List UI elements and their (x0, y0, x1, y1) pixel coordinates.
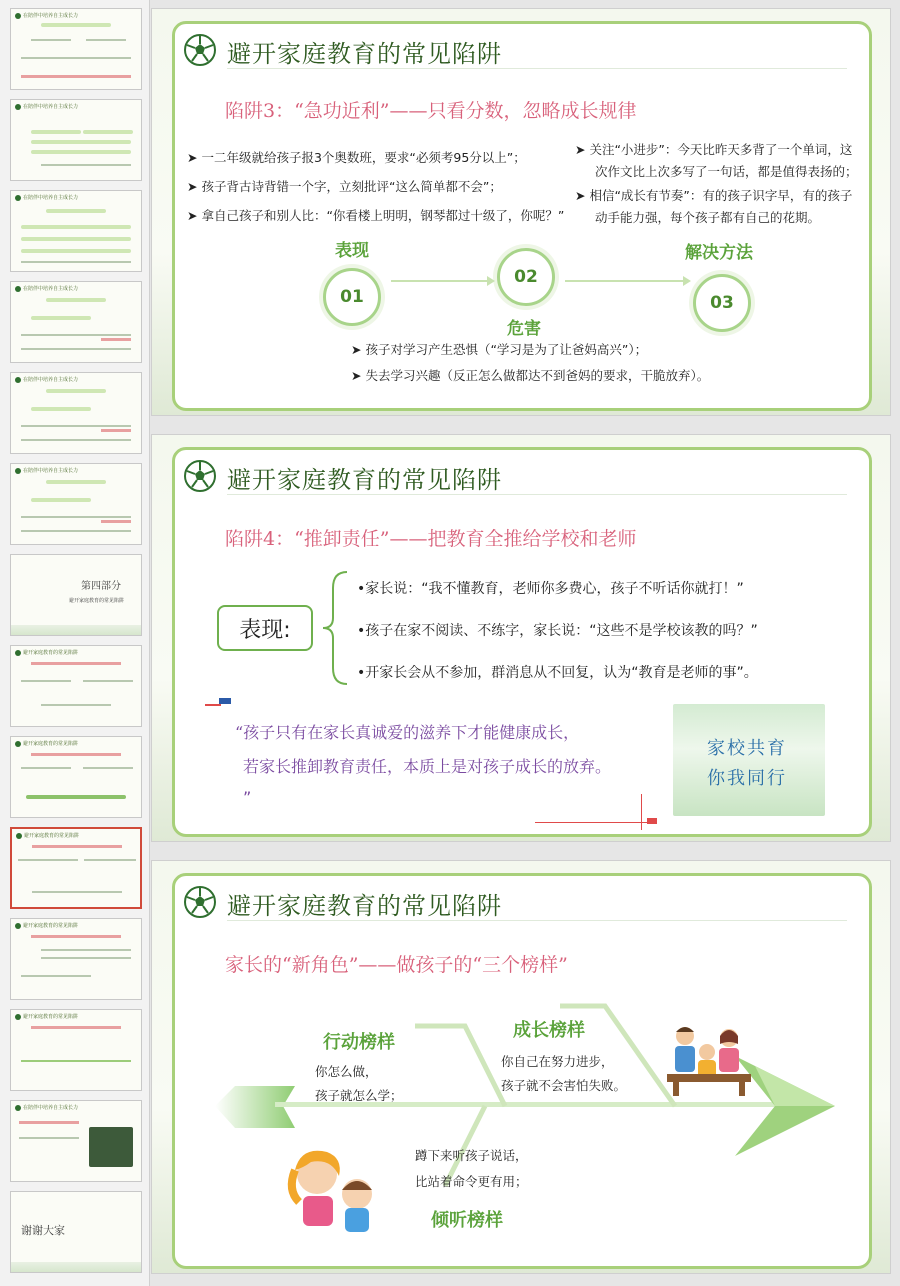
bullet-item: ➤ 拿自己孩子和别人比：“你看楼上明明，钢琴都过十级了，你呢？” (187, 208, 565, 223)
role-desc: 你自己在努力进步， (501, 1054, 614, 1069)
harm-item: ➤ 失去学习兴趣（反正怎么做都达不到爸妈的要求，干脆放弃）。 (351, 368, 710, 383)
slide-trap-3 (151, 8, 891, 416)
slide-thumbnail-14[interactable] (10, 1191, 142, 1273)
quote-end: ” (243, 788, 252, 807)
harm-item: ➤ 孩子对学习产生恐惧（“学习是为了让爸妈高兴”）； (351, 342, 648, 357)
slide-three-roles (151, 860, 891, 1274)
slide-title: 避开家庭教育的常见陷阱 (227, 40, 502, 68)
arrow-right-icon (487, 276, 495, 286)
slide-title: 避开家庭教育的常见陷阱 (227, 466, 502, 494)
role-desc: 蹲下来听孩子说话， (415, 1148, 528, 1163)
role-desc: 孩子就怎么学； (315, 1088, 403, 1103)
role-title-growth: 成长榜样 (513, 1020, 585, 1041)
chevron-right-icon: ➤ (351, 368, 366, 383)
soccer-ball-icon (15, 1105, 21, 1111)
slide-thumbnail-11[interactable] (10, 918, 142, 1000)
chevron-right-icon: ➤ (187, 179, 202, 194)
slide-thumbnail-3[interactable] (10, 190, 142, 272)
step-circle-03: 03 (693, 274, 751, 332)
bullet-item-continued: 次作文比上次多写了一句话，都是值得表扬的； (595, 164, 858, 179)
slide-subtitle: 家长的“新角色”——做孩子的“三个榜样” (225, 954, 568, 976)
thumbnail-title: 在陪伴中培养自主成长力 (23, 468, 79, 474)
thumbnail-title: 在陪伴中培养自主成长力 (23, 377, 79, 383)
bullet-item: ➤ 相信“成长有节奏”：有的孩子识字早，有的孩子 (575, 188, 853, 203)
thumbnail-title: 在陪伴中培养自主成长力 (23, 286, 79, 292)
slide-subtitle: 陷阱3：“急功近利”——只看分数，忽略成长规律 (225, 100, 637, 122)
behavior-box: 表现: (217, 605, 313, 651)
slide-thumbnail-7[interactable] (10, 554, 142, 636)
slide-card (172, 873, 872, 1269)
bullet-item-continued: 动手能力强，每个孩子都有自己的花期。 (595, 210, 821, 225)
role-desc: 你怎么做， (315, 1064, 378, 1079)
soccer-ball-icon (15, 195, 21, 201)
thumbnail-subtitle: 避开家庭教育的常见陷阱 (69, 598, 125, 604)
soccer-ball-icon (15, 741, 21, 747)
behavior-item: •孩子在家不阅读、不练字，家长说：“这些不是学校该教的吗？” (357, 623, 758, 639)
thumbnail-title: 谢谢大家 (21, 1224, 65, 1237)
thumbnail-title: 避开家庭教育的常见陷阱 (24, 833, 80, 839)
arrow-right-icon (683, 276, 691, 286)
soccer-ball-icon (183, 885, 217, 919)
label-biaoxian: 表现 (335, 241, 369, 261)
soccer-ball-icon (16, 833, 22, 839)
thumbnail-title: 在陪伴中培养自主成长力 (23, 104, 79, 110)
soccer-ball-icon (15, 13, 21, 19)
chevron-right-icon: ➤ (575, 142, 590, 157)
slide-trap-4 (151, 434, 891, 842)
thumbnail-title: 在陪伴中培养自主成长力 (23, 1105, 79, 1111)
chevron-right-icon: ➤ (351, 342, 366, 357)
slide-thumbnail-4[interactable] (10, 281, 142, 363)
soccer-ball-icon (183, 459, 217, 493)
label-jiejue: 解决方法 (685, 243, 753, 263)
thumbnail-title: 避开家庭教育的常见陷阱 (23, 1014, 79, 1020)
soccer-ball-icon (15, 1014, 21, 1020)
label-weihai: 危害 (507, 319, 541, 339)
thumbnail-title: 第四部分 (81, 581, 121, 592)
slide-thumbnail-8[interactable] (10, 645, 142, 727)
slide-card (172, 447, 872, 837)
painting-image (673, 704, 825, 816)
quote-line: 若家长推卸教育责任，本质上是对孩子成长的放弃。 (243, 757, 612, 776)
slide-subtitle: 陷阱4：“推卸责任”——把教育全推给学校和老师 (225, 528, 637, 550)
bullet-item: ➤ 关注“小进步”：今天比昨天多背了一个单词，这 (575, 142, 853, 157)
step-circle-01: 01 (323, 268, 381, 326)
thumbnail-title: 在陪伴中培养自主成长力 (23, 195, 79, 201)
soccer-ball-icon (15, 468, 21, 474)
painting-text: 你我同行 (707, 768, 787, 789)
thumbnail-title: 避开家庭教育的常见陷阱 (23, 650, 79, 656)
step-circle-02: 02 (497, 248, 555, 306)
soccer-ball-icon (15, 923, 21, 929)
bullet-item: ➤ 孩子背古诗背错一个字，立刻批评“这么简单都不会”； (187, 179, 502, 194)
connector-arrow (391, 280, 489, 282)
soccer-ball-icon (15, 650, 21, 656)
soccer-ball-icon (15, 377, 21, 383)
bullet-item: ➤ 一二年级就给孩子报3个奥数班，要求“必须考95分以上”； (187, 150, 526, 165)
slide-thumbnail-2[interactable] (10, 99, 142, 181)
thumbnail-title: 避开家庭教育的常见陷阱 (23, 923, 79, 929)
soccer-ball-icon (15, 286, 21, 292)
family-illustration (665, 1022, 753, 1098)
behavior-item: •家长说：“我不懂教育，老师你多费心，孩子不听话你就打！” (357, 581, 744, 597)
slide-thumbnail-13[interactable] (10, 1100, 142, 1182)
chevron-right-icon: ➤ (575, 188, 590, 203)
quote-line: “孩子只有在家长真诚爱的滋养下才能健康成长， (235, 723, 580, 742)
chevron-right-icon: ➤ (187, 208, 202, 223)
role-title-listen: 倾听榜样 (431, 1210, 503, 1231)
slide-thumbnail-5[interactable] (10, 372, 142, 454)
role-desc: 孩子就不会害怕失败。 (501, 1078, 627, 1093)
slide-thumbnail-12[interactable] (10, 1009, 142, 1091)
slide-thumbnail-10[interactable] (10, 827, 142, 909)
painting-text: 家校共育 (707, 738, 787, 759)
slide-title: 避开家庭教育的常见陷阱 (227, 892, 502, 920)
role-desc: 比站着命令更有用； (415, 1174, 528, 1189)
thumbnail-title: 在陪伴中培养自主成长力 (23, 13, 79, 19)
slide-card (172, 21, 872, 411)
thumbnail-title: 避开家庭教育的常见陷阱 (23, 741, 79, 747)
chevron-right-icon: ➤ (187, 150, 202, 165)
slide-thumbnail-6[interactable] (10, 463, 142, 545)
mother-child-illustration (281, 1144, 391, 1236)
slide-thumbnail-1[interactable] (10, 8, 142, 90)
connector-arrow (565, 280, 685, 282)
behavior-item: •开家长会从不参加，群消息从不回复，认为“教育是老师的事”。 (357, 665, 758, 681)
soccer-ball-icon (15, 104, 21, 110)
role-title-action: 行动榜样 (323, 1032, 395, 1053)
slide-thumbnail-panel (0, 0, 150, 1286)
soccer-ball-icon (183, 33, 217, 67)
slide-thumbnail-9[interactable] (10, 736, 142, 818)
brace-icon (321, 568, 351, 688)
